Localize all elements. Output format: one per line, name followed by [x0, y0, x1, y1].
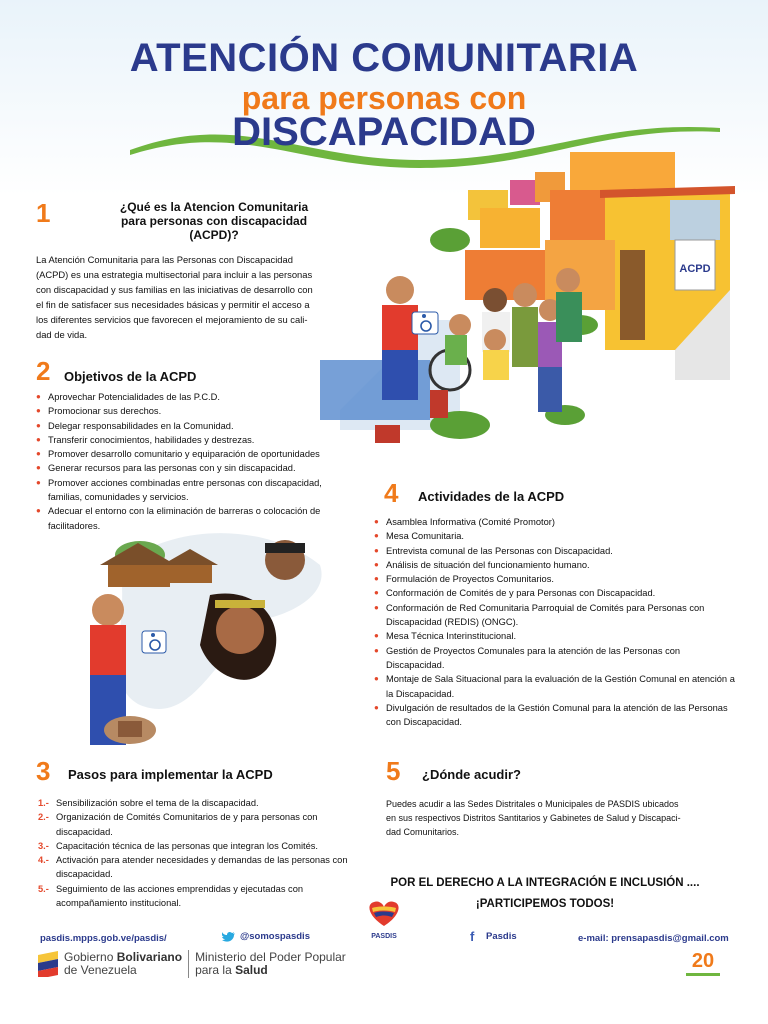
list-item: ● Asamblea Informativa (Comité Promotor) — [374, 515, 736, 529]
list-item — [38, 882, 358, 911]
list-item: ● Formulación de Proyectos Comunitarios. — [374, 572, 736, 586]
step-text: Capacitación técnica de las personas que integran los Comités. — [56, 840, 319, 851]
facebook-icon: f — [470, 929, 475, 944]
list-item: ● Promover desarrollo comunitario y equiparación de oportunidades — [36, 447, 350, 461]
step-number: 2.- — [38, 812, 49, 823]
list-item: ● Adecuar el entorno con la eliminación de barreras o colocación de facilitadores. — [36, 504, 350, 533]
list-item: ● Montaje de Sala Situacional para la evaluación de la Gestión Comunal en atención a la Discapacidad. — [374, 672, 736, 701]
section1-title-line3: (ACPD)? — [189, 228, 239, 242]
twitter-link[interactable] — [222, 930, 310, 942]
step-text: Organización de Comités Comunitarios de y para personas con discapacidad. — [56, 812, 318, 837]
list-item: ● Generar recursos para las personas con y sin discapacidad. — [36, 461, 350, 475]
email-link[interactable]: e-mail: prensapasdis@gmail.com — [578, 933, 729, 944]
list-item: ● Promocionar sus derechos. — [36, 404, 350, 418]
step-text: Seguimiento de las acciones emprendidas y ejecutadas con acompañamiento institucional. — [56, 883, 304, 909]
list-item: ● Delegar responsabilidades en la Comunidad. — [36, 419, 350, 433]
list-item: ● Transferir conocimientos, habilidades y destrezas. — [36, 433, 350, 447]
section1-title-line1: ¿Qué es la Atencion Comunitaria — [119, 200, 309, 214]
list-item: ● Gestión de Proyectos Comunales para la atención de las Personas con Discapacidad. — [374, 644, 736, 673]
section1-body — [36, 252, 336, 342]
list-item: ● Promover acciones combinadas entre personas con discapacidad, familias, comunidades y servicios. — [36, 476, 350, 505]
ministry-text-bold: Salud — [235, 963, 268, 977]
section1-body-line: los diferentes servicios que favorecen el mejoramiento de su cali- — [36, 314, 308, 325]
venezuela-flag-icon — [36, 951, 60, 977]
objectives-list — [36, 390, 350, 533]
twitter-icon — [222, 930, 236, 942]
list-item: ● Conformación de Comités de y para Personas con Discapacidad. — [374, 586, 736, 600]
indigenous-community-illustration — [60, 525, 330, 755]
section-number-3: 3 — [36, 756, 51, 786]
step-text: Sensibilización sobre el tema de la discapacidad. — [56, 798, 259, 808]
section1-body-line: La Atención Comunitaria para las Personas con Discapacidad — [36, 254, 293, 265]
section-number-1: 1 — [36, 198, 51, 228]
page-subtitle: para personas con — [241, 80, 527, 116]
pasdis-logo-text: PASDIS — [371, 933, 397, 940]
section5-body-line: Puedes acudir a las Sedes Distritales o Municipales de PASDIS ubicados — [386, 799, 679, 809]
community-illustration — [320, 150, 750, 450]
pasdis-logo — [364, 898, 404, 940]
section1-body-line: dad de vida. — [36, 329, 88, 340]
facebook-handle: Pasdis — [486, 931, 517, 942]
section-number-2: 2 — [36, 356, 51, 386]
step-number: 4.- — [38, 855, 49, 866]
section2-title: Objetivos de la ACPD — [64, 369, 197, 384]
facebook-link[interactable] — [470, 930, 517, 943]
page-title: ATENCIÓN COMUNITARIA — [129, 36, 639, 80]
list-item: ● Conformación de Red Comunitaria Parroquial de Comités para Personas con Discapacidad (REDIS) (ONGC). — [374, 601, 736, 630]
wheelchair-icon — [412, 312, 438, 334]
step-number: 5.- — [38, 883, 49, 894]
ministry-text: para la — [195, 963, 236, 977]
list-item — [38, 853, 358, 882]
steps-list — [38, 796, 358, 910]
list-item: ● Divulgación de resultados de la Gestión Comunal para la atención de las Personas con Discapacidad. — [374, 701, 736, 730]
twitter-handle: @somospasdis — [240, 930, 310, 942]
ministry-text: Ministerio del Poder Popular — [195, 950, 346, 964]
section4-title: Actividades de la ACPD — [418, 489, 565, 504]
wheelchair-icon — [142, 631, 166, 653]
acpd-sign-text: ACPD — [679, 263, 711, 275]
divider — [188, 950, 189, 978]
section1-body-line: (ACPD) es una estrategia multisectorial para incluir a las personas — [36, 269, 313, 280]
section5-title: ¿Dónde acudir? — [422, 767, 521, 782]
list-item: ● Entrevista comunal de las Personas con Discapacidad. — [374, 544, 736, 558]
section5-body-line: dad Comunitarios. — [386, 827, 460, 837]
slogan — [360, 873, 730, 915]
section-number-4: 4 — [384, 478, 399, 508]
list-item: ● Mesa Comunitaria. — [374, 529, 736, 543]
gov-text: Gobierno — [64, 950, 117, 964]
page-title-emphasis: DISCAPACIDAD — [232, 110, 536, 154]
section1-body-line: con discapacidad y sus familias en las iniciativas de desarrollo con — [36, 284, 313, 295]
section3-title: Pasos para implementar la ACPD — [68, 767, 273, 782]
website-link[interactable]: pasdis.mpps.gob.ve/pasdis/ — [40, 933, 167, 944]
gov-text-line2: de Venezuela — [64, 963, 137, 977]
step-number: 1.- — [38, 798, 49, 808]
list-item — [38, 839, 358, 853]
anniversary-number: 20 — [691, 950, 715, 972]
section1-body-line: el fin de satisfacer sus necesidades básicas y permitir el acceso a — [36, 299, 310, 310]
section1-title-line2: para personas con discapacidad — [120, 214, 308, 228]
gov-text-bold: Bolivariano — [116, 950, 183, 964]
section5-body — [386, 797, 736, 839]
list-item: ● Mesa Técnica Interinstitucional. — [374, 629, 736, 643]
section5-body-line: en sus respectivos Distritos Santitarios y Gabinetes de Salud y Discapaci- — [386, 813, 681, 823]
list-item — [38, 796, 358, 810]
section-number-5: 5 — [386, 756, 401, 786]
slogan-line1: POR EL DERECHO A LA INTEGRACIÓN E INCLUSIÓN .... — [390, 877, 700, 889]
step-number: 3.- — [38, 840, 49, 851]
list-item: ● Aprovechar Potencialidades de las P.C.D. — [36, 390, 350, 404]
anniversary-logo — [686, 950, 720, 980]
list-item — [38, 810, 358, 839]
activities-list — [374, 515, 736, 729]
government-banner — [36, 950, 346, 978]
list-item: ● Análisis de situación del funcionamiento humano. — [374, 558, 736, 572]
slogan-line2: ¡PARTICIPEMOS TODOS! — [475, 898, 615, 910]
step-text: Activación para atender necesidades y demandas de las personas con discapacidad. — [56, 855, 348, 880]
